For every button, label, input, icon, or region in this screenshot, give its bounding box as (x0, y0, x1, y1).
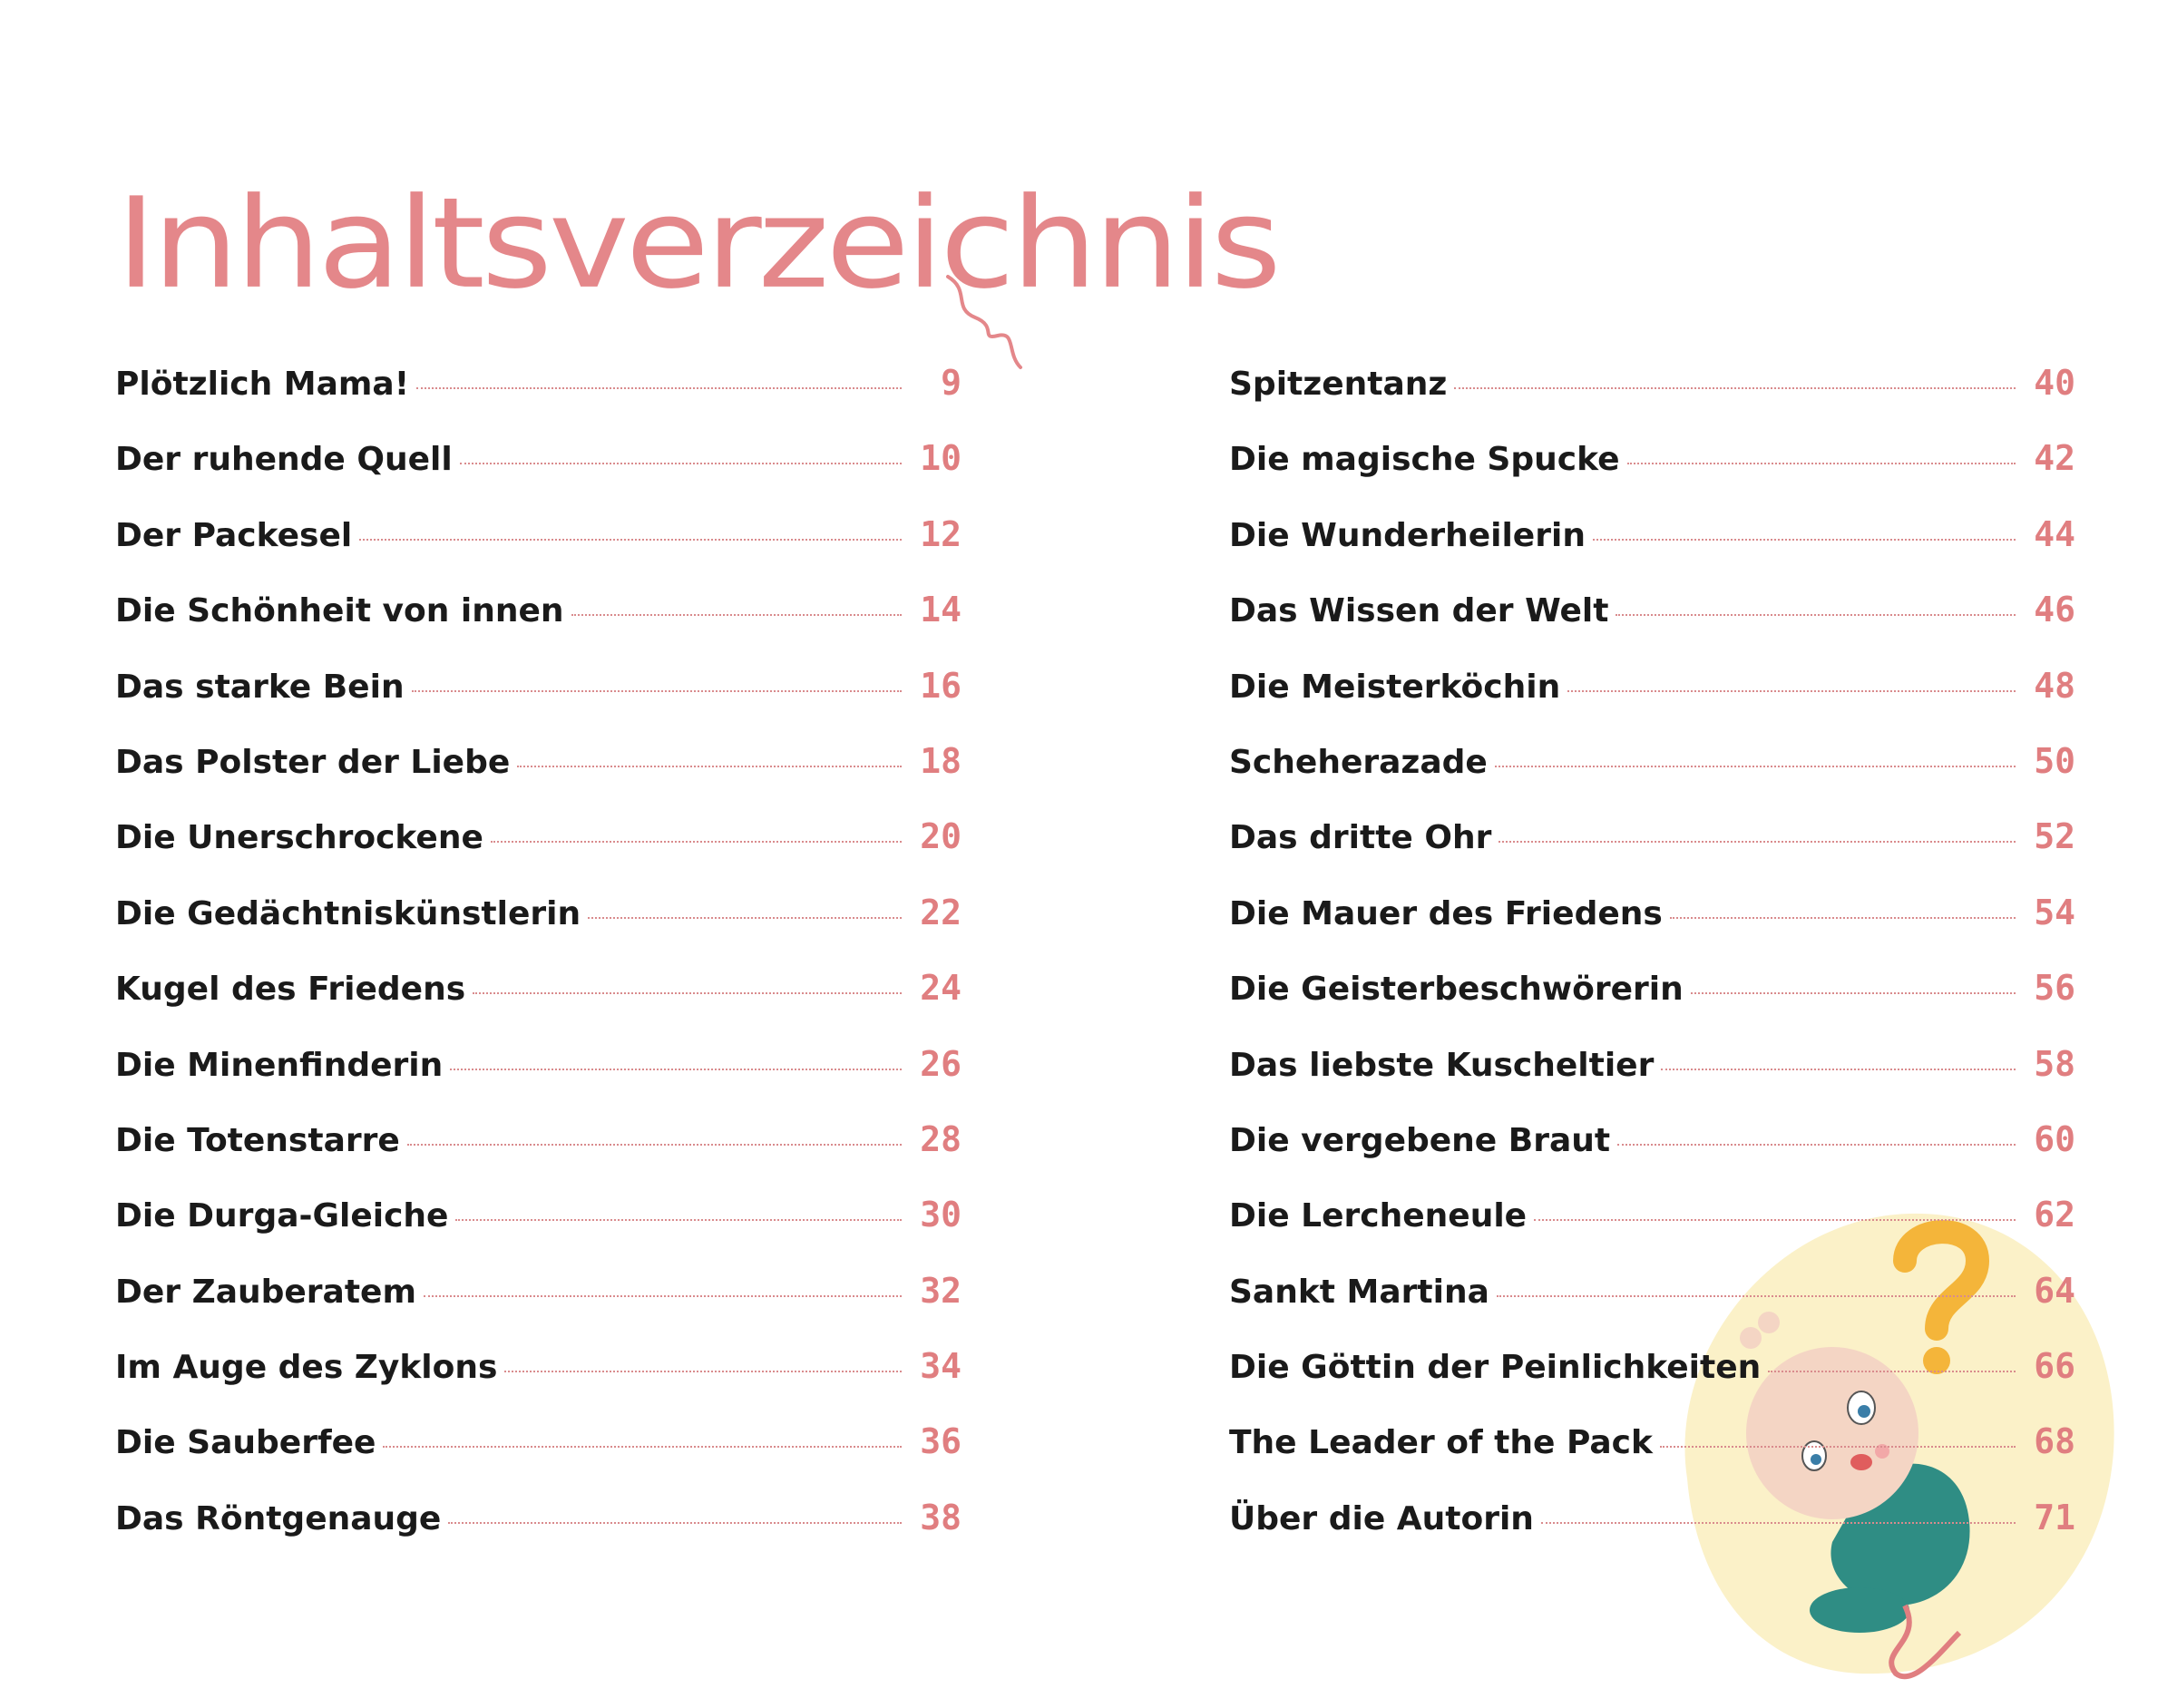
toc-entry-page-number: 64 (2034, 1270, 2075, 1311)
toc-leader-dots (1534, 1219, 2016, 1221)
toc-entry (115, 590, 962, 665)
toc-entry (115, 1421, 962, 1497)
toc-entry (115, 816, 962, 892)
toc-entry-page-number: 28 (920, 1118, 962, 1159)
toc-leader-dots (1499, 841, 2016, 843)
toc-entry-page-number: 26 (920, 1043, 962, 1084)
toc-entry-page-number: 20 (920, 816, 962, 857)
toc-leader-dots (1768, 1371, 2016, 1372)
toc-entry (1229, 590, 2075, 665)
toc-entry-title: Die Schönheit von innen (115, 592, 564, 630)
toc-leader-dots (1660, 1446, 2016, 1448)
toc-leader-dots (504, 1371, 902, 1372)
toc-entry (115, 1498, 962, 1573)
toc-entry-page-number: 36 (920, 1421, 962, 1462)
toc-entry-title: Der ruhende Quell (115, 441, 453, 479)
toc-entry (115, 363, 962, 438)
toc-entry-title: Die Unerschrockene (115, 819, 483, 857)
toc-entry (115, 1346, 962, 1421)
toc-entry-title: Das liebste Kuscheltier (1229, 1046, 1655, 1084)
toc-entry (1229, 1421, 2075, 1497)
toc-entry-page-number: 62 (2034, 1195, 2075, 1235)
toc-entry-page-number: 52 (2034, 816, 2075, 857)
toc-entry (115, 1195, 962, 1270)
toc-entry (1229, 666, 2075, 741)
toc-entry-title: Die Durga-Gleiche (115, 1197, 449, 1235)
toc-leader-dots (407, 1144, 902, 1146)
toc-leader-dots (450, 1069, 902, 1070)
toc-leader-dots (383, 1446, 902, 1448)
toc-leader-dots (416, 387, 902, 389)
toc-entry-page-number: 32 (920, 1270, 962, 1311)
toc-entry-title: Plötzlich Mama! (115, 366, 410, 403)
toc-entry-page-number: 9 (941, 363, 962, 403)
toc-entry-title: Scheherazade (1229, 743, 1488, 781)
toc-entry (1229, 1271, 2075, 1346)
toc-entry-title: Das Wissen der Welt (1229, 592, 1609, 630)
toc-entry (115, 1119, 962, 1195)
toc-entry-title: Das Röntgenauge (115, 1499, 442, 1537)
toc-entry-page-number: 30 (920, 1195, 962, 1235)
toc-entry (115, 968, 962, 1043)
toc-entry-page-number: 54 (2034, 892, 2075, 932)
toc-leader-dots (1691, 992, 2016, 994)
toc-entry (1229, 1195, 2075, 1270)
toc-leader-dots (491, 841, 902, 843)
toc-entry-page-number: 24 (920, 968, 962, 1009)
toc-leader-dots (1567, 690, 2016, 692)
toc-entry-page-number: 22 (920, 892, 962, 932)
toc-entry-title: Kugel des Friedens (115, 971, 466, 1009)
toc-entry-title: Die vergebene Braut (1229, 1121, 1611, 1159)
toc-entry (115, 514, 962, 590)
toc-leader-dots (424, 1295, 902, 1297)
toc-leader-dots (412, 690, 902, 692)
toc-entry-page-number: 46 (2034, 590, 2075, 630)
toc-leader-dots (1541, 1522, 2016, 1524)
toc-entry-title: Die Mauer des Friedens (1229, 894, 1663, 932)
toc-entry-page-number: 18 (920, 740, 962, 781)
toc-entry (1229, 1119, 2075, 1195)
toc-entry-page-number: 42 (2034, 438, 2075, 479)
toc-entry-title: Die Gedächtniskünstlerin (115, 894, 581, 932)
toc-entry-page-number: 71 (2034, 1497, 2075, 1537)
toc-leader-dots (1495, 766, 2016, 767)
toc-entry-title: Die Meisterköchin (1229, 668, 1561, 706)
toc-leader-dots (517, 766, 902, 767)
toc-leader-dots (1497, 1295, 2016, 1297)
toc-entry-title: Sankt Martina (1229, 1273, 1489, 1311)
toc-leader-dots (1627, 463, 2016, 464)
toc-leader-dots (1617, 1144, 2016, 1146)
toc-entry-title: Das Polster der Liebe (115, 743, 511, 781)
toc-entry-title: Das starke Bein (115, 668, 405, 706)
toc-leader-dots (1616, 614, 2016, 616)
toc-leader-dots (448, 1522, 902, 1524)
toc-entry-page-number: 60 (2034, 1118, 2075, 1159)
toc-entry (1229, 893, 2075, 968)
toc-entry-page-number: 56 (2034, 968, 2075, 1009)
toc-entry-title: Die Minenfinderin (115, 1046, 444, 1084)
toc-leader-dots (460, 463, 902, 464)
toc-entry-title: Der Zauberatem (115, 1273, 416, 1311)
toc-entry (1229, 1346, 2075, 1421)
toc-entry-page-number: 68 (2034, 1421, 2075, 1462)
toc-entry-title: Die magische Spucke (1229, 441, 1620, 479)
toc-entry (1229, 968, 2075, 1043)
toc-entry-title: Die Wunderheilerin (1229, 516, 1586, 554)
toc-leader-dots (1661, 1069, 2016, 1070)
toc-leader-dots (1593, 539, 2016, 541)
toc-entry-title: Im Auge des Zyklons (115, 1349, 498, 1387)
toc-entry-page-number: 14 (920, 590, 962, 630)
toc-entry-title: Spitzentanz (1229, 366, 1448, 403)
toc-entry (115, 741, 962, 816)
toc-entry (1229, 514, 2075, 590)
toc-entry-page-number: 10 (920, 438, 962, 479)
toc-entry-title: Die Geisterbeschwörerin (1229, 971, 1684, 1009)
toc-right-column (1229, 363, 2075, 1573)
toc-entry-title: Die Göttin der Peinlichkeiten (1229, 1349, 1762, 1387)
toc-leader-dots (1454, 387, 2016, 389)
toc-entry (1229, 438, 2075, 513)
toc-entry-title: Die Sauberfee (115, 1424, 376, 1462)
toc-entry-title: Das dritte Ohr (1229, 819, 1492, 857)
toc-left-column (115, 363, 962, 1573)
toc-entry (1229, 816, 2075, 892)
toc-entry (1229, 363, 2075, 438)
toc-entry (1229, 1498, 2075, 1573)
toc-entry (115, 893, 962, 968)
toc-leader-dots (588, 917, 902, 919)
toc-entry (115, 438, 962, 513)
toc-entry (115, 1271, 962, 1346)
toc-entry-title: Die Lercheneule (1229, 1197, 1528, 1235)
title-squiggle-decoration (943, 272, 1025, 372)
toc-entry-page-number: 34 (920, 1346, 962, 1387)
toc-entry-title: Die Totenstarre (115, 1121, 400, 1159)
toc-entry-page-number: 48 (2034, 665, 2075, 706)
page-title: Inhaltsverzeichnis (116, 171, 1278, 317)
toc-leader-dots (359, 539, 902, 541)
toc-entry-page-number: 38 (920, 1497, 962, 1537)
toc-leader-dots (571, 614, 902, 616)
toc-entry (115, 666, 962, 741)
toc-entry-title: Über die Autorin (1229, 1499, 1534, 1537)
toc-entry-page-number: 58 (2034, 1043, 2075, 1084)
toc-entry-title: Der Packesel (115, 516, 353, 554)
toc-leader-dots (455, 1219, 902, 1221)
toc-entry-page-number: 16 (920, 665, 962, 706)
toc-entry (1229, 1044, 2075, 1119)
toc-entry-page-number: 12 (920, 513, 962, 554)
toc-entry-page-number: 44 (2034, 513, 2075, 554)
toc-entry-title: The Leader of the Pack (1229, 1424, 1653, 1462)
toc-leader-dots (473, 992, 902, 994)
toc-leader-dots (1670, 917, 2016, 919)
toc-entry (1229, 741, 2075, 816)
toc-entry (115, 1044, 962, 1119)
toc-entry-page-number: 66 (2034, 1346, 2075, 1387)
toc-entry-page-number: 50 (2034, 740, 2075, 781)
toc-entry-page-number: 40 (2034, 363, 2075, 403)
